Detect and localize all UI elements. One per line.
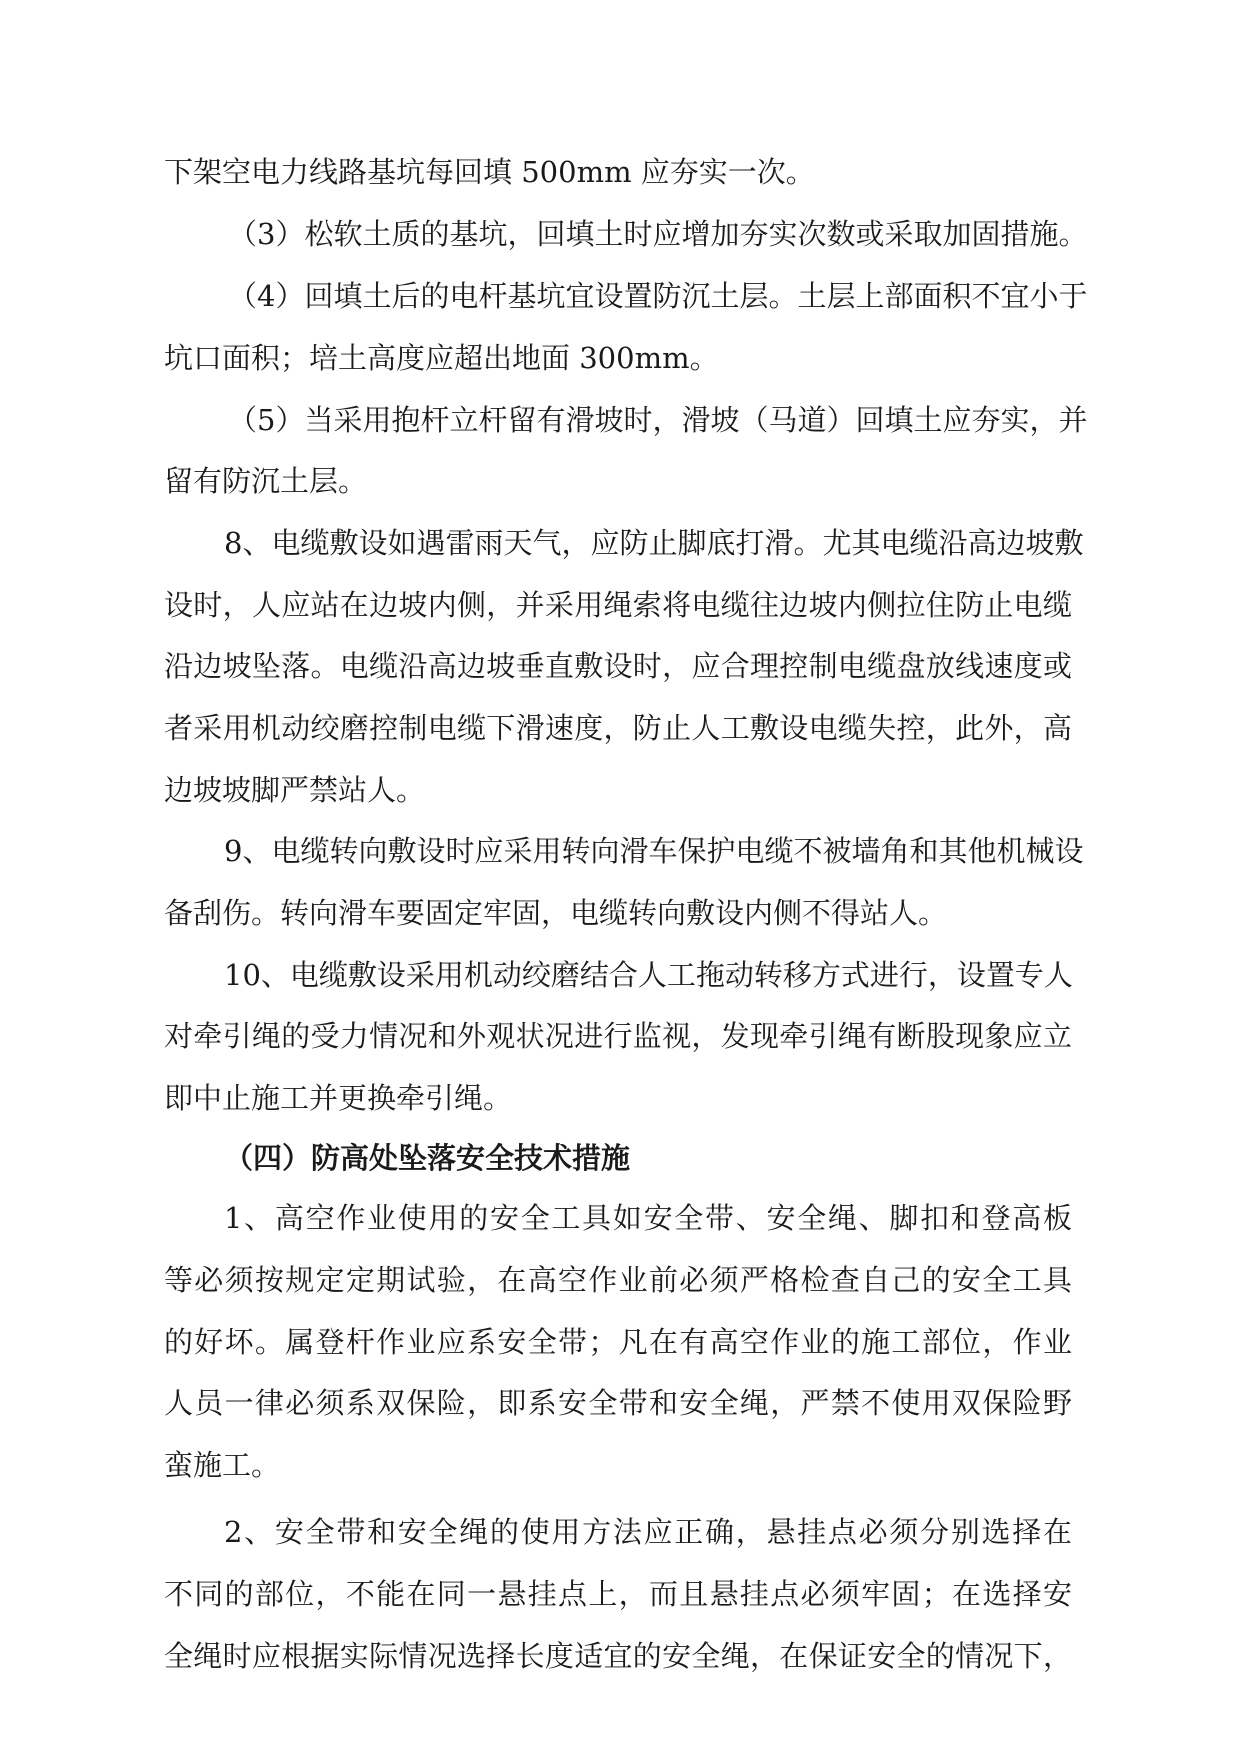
body-line: 的好坏。属登杆作业应系安全带；凡在有高空作业的施工部位，作业 xyxy=(164,1325,1072,1359)
body-line: 沿边坡坠落。电缆沿高边坡垂直敷设时，应合理控制电缆盘放线速度或 xyxy=(164,649,1072,683)
body-line: 蛮施工。 xyxy=(164,1448,281,1482)
body-line: 设时，人应站在边坡内侧，并采用绳索将电缆往边坡内侧拉住防止电缆 xyxy=(164,588,1072,622)
body-line: 备刮伤。转向滑车要固定牢固，电缆转向敷设内侧不得站人。 xyxy=(164,896,948,930)
body-line: 1、高空作业使用的安全工具如安全带、安全绳、脚扣和登高板 xyxy=(224,1201,1072,1235)
body-line: 即中止施工并更换牵引绳。 xyxy=(164,1081,513,1115)
body-line: 全绳时应根据实际情况选择长度适宜的安全绳，在保证安全的情况下， xyxy=(164,1639,1072,1673)
body-line: 不同的部位，不能在同一悬挂点上，而且悬挂点必须牢固；在选择安 xyxy=(164,1577,1072,1611)
body-line: 等必须按规定定期试验，在高空作业前必须严格检查自己的安全工具 xyxy=(164,1263,1072,1297)
body-line: 对牵引绳的受力情况和外观状况进行监视，发现牵引绳有断股现象应立 xyxy=(164,1019,1072,1053)
body-line: 者采用机动绞磨控制电缆下滑速度，防止人工敷设电缆失控，此外，高 xyxy=(164,711,1072,745)
body-line: 坑口面积；培土高度应超出地面 300mm。 xyxy=(164,341,719,375)
body-line: （3）松软土质的基坑，回填土时应增加夯实次数或采取加固措施。 xyxy=(228,217,1088,251)
body-line: （5）当采用抱杆立杆留有滑坡时，滑坡（马道）回填土应夯实，并 xyxy=(228,403,1088,437)
body-line: 留有防沉土层。 xyxy=(164,464,368,498)
body-line: 10、电缆敷设采用机动绞磨结合人工拖动转移方式进行，设置专人 xyxy=(224,958,1073,992)
body-line: 下架空电力线路基坑每回填 500mm 应夯实一次。 xyxy=(164,155,815,189)
body-line: 9、电缆转向敷设时应采用转向滑车保护电缆不被墙角和其他机械设 xyxy=(224,834,1084,868)
body-line: 人员一律必须系双保险，即系安全带和安全绳，严禁不使用双保险野 xyxy=(164,1386,1072,1420)
body-line: 边坡坡脚严禁站人。 xyxy=(164,773,426,807)
body-line: 8、电缆敷设如遇雷雨天气，应防止脚底打滑。尤其电缆沿高边坡敷 xyxy=(224,526,1084,560)
body-line: 2、安全带和安全绳的使用方法应正确，悬挂点必须分别选择在 xyxy=(224,1515,1072,1549)
body-line: （4）回填土后的电杆基坑宜设置防沉土层。土层上部面积不宜小于 xyxy=(228,279,1088,313)
section-heading: （四）防高处坠落安全技术措施 xyxy=(224,1141,631,1175)
